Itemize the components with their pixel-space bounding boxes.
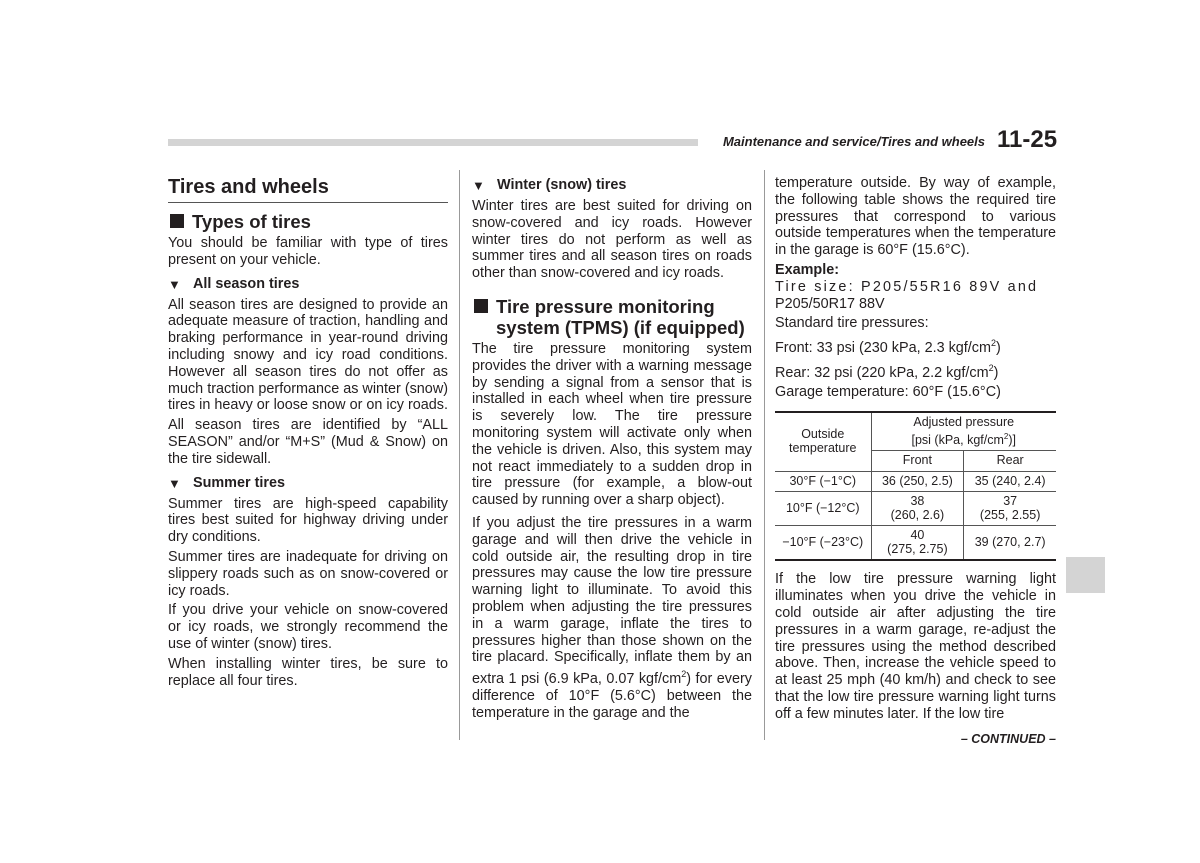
table-cell: 37 (255, 2.55)	[964, 492, 1056, 526]
table-cell: 30°F (−1°C)	[775, 471, 871, 492]
subheading-text: All season tires	[193, 275, 300, 292]
table-row	[775, 526, 1056, 561]
column-divider	[459, 170, 460, 740]
square-bullet-icon	[170, 214, 184, 228]
table-header-adjusted: Adjusted pressure [psi (kPa, kgf/$cm^2$)]	[871, 412, 1056, 451]
chapter-thumb-tab	[1066, 557, 1105, 593]
paragraph: Summer tires are high-speed capability tires best suited for highway driving under dry conditions.	[168, 495, 448, 546]
table-cell: 36 (250, 2.5)	[871, 471, 964, 492]
table-cell: 39 (270, 2.7)	[964, 526, 1056, 561]
subheading-winter	[472, 177, 752, 194]
paragraph: When installing winter tires, be sure to replace all four tires.	[168, 655, 448, 689]
table-cell: 35 (240, 2.4)	[964, 471, 1056, 492]
paragraph: If the low tire pressure warning light illuminates when you drive the vehicle in cold outside air after adjusting the tire pressures in a warm garage, re-adjust the tire pressures using the method described above. Then, increase the vehicle speed to at least 25 mph (40 km/h) and check to see that the low tire pressure warning light turns off a few minutes later. If the low tire	[775, 571, 1056, 722]
paragraph: All season tires are identified by “ALL SEASON” and/or “M+S” (Mud & Snow) on the tire sidewall.	[168, 417, 448, 467]
subheading-text: Winter (snow) tires	[497, 177, 627, 193]
subheading-all-season	[168, 276, 448, 293]
paragraph: temperature outside. By way of example, the following table shows the required tire pressures that correspond to various outside temperatures when the temperature in the garage is 60°F (15.6°C).	[775, 175, 1056, 259]
heading-text: Types of tires	[192, 211, 311, 232]
table-header-outside: Outside temperature	[775, 412, 871, 471]
paragraph: If you adjust the tire pressures in a warm garage and will then drive the vehicle in cold outside air, the resulting drop in tire pressures may cause the low tire pressure warning light to illuminate. To avoid this problem when adjusting the tire pressures in a warm garage, inflate the tires to pressures higher than those shown on the tire placard. Specifically, inflate them by an extra 1 psi (6.9 kPa, 0.07 kgf/$cm^2$) for every difference of 10°F (5.6°C) between the temperature in the garage and the	[472, 514, 752, 721]
paragraph: You should be familiar with type of tires present on your vehicle.	[168, 235, 448, 268]
column-1	[168, 175, 448, 692]
tire-size-line: P205/50R17 88V	[775, 295, 885, 312]
page-number: 11-25	[997, 126, 1058, 153]
paragraph: The tire pressure monitoring system provides the driver with a warning message by sending a signal from a sensor that is installed in each wheel when tire pressure is severely low. The tire pressure monitoring system will activate only when the vehicle is driven. Also, this system may not react immediately to a sudden drop in tire pressure (for example, a blow-out caused by running over a sharp object).	[472, 340, 752, 509]
paragraph: If you drive your vehicle on snow-covered or icy roads, we strongly recommend the use of winter (snow) tires.	[168, 602, 448, 652]
table-cell: 10°F (−12°C)	[775, 492, 871, 526]
front-pressure: Front: 33 psi (230 kPa, 2.3 kgf/$cm^2$)	[775, 338, 1001, 356]
example-label: Example:	[775, 261, 839, 278]
square-bullet-icon	[474, 299, 488, 313]
triangle-bullet-icon: ▼	[472, 178, 485, 193]
paragraph: Winter tires are best suited for driving on snow-covered and icy roads. However winter tires do not perform as well as summer tires and all season tires on roads other than snow-covered and icy roads.	[472, 198, 752, 282]
standard-pressures-label: Standard tire pressures:	[775, 315, 929, 332]
column-divider	[764, 170, 765, 740]
table-header-front: Front	[871, 451, 964, 472]
table-row	[775, 471, 1056, 492]
column-2	[472, 177, 752, 724]
table-row	[775, 492, 1056, 526]
heading-tpms	[472, 296, 752, 338]
table-header-rear: Rear	[964, 451, 1056, 472]
table-cell: −10°F (−23°C)	[775, 526, 871, 561]
section-title: Tires and wheels	[168, 175, 448, 203]
column-3	[775, 175, 1056, 725]
table-cell: 40 (275, 2.75)	[871, 526, 964, 561]
subheading-summer	[168, 475, 448, 492]
header-rule	[168, 139, 698, 146]
table-cell: 38 (260, 2.6)	[871, 492, 964, 526]
subheading-text: Summer tires	[193, 474, 285, 491]
garage-temperature: Garage temperature: 60°F (15.6°C)	[775, 384, 1001, 401]
heading-types-of-tires	[168, 211, 448, 232]
paragraph: All season tires are designed to provide an adequate measure of traction, handling and braking performance in year-round driving including snowy and icy road conditions. However all season tires do not offer as much traction performance as winter (snow) tires in heavy or loose snow or on icy roads.	[168, 296, 448, 414]
tire-size-line: Tire size: P205/55R16 89V and	[775, 278, 1039, 295]
heading-text: Tire pressure monitoring system (TPMS) (if equipped)	[496, 295, 745, 338]
triangle-bullet-icon: ▼	[168, 475, 181, 491]
continued-label: – CONTINUED –	[960, 732, 1056, 746]
pressure-table	[775, 411, 1056, 561]
paragraph: Summer tires are inadequate for driving on slippery roads such as on snow-covered or icy roads.	[168, 548, 448, 599]
running-header: Maintenance and service/Tires and wheels	[722, 134, 985, 149]
triangle-bullet-icon: ▼	[168, 276, 181, 292]
rear-pressure: Rear: 32 psi (220 kPa, 2.2 kgf/$cm^2$)	[775, 362, 999, 381]
